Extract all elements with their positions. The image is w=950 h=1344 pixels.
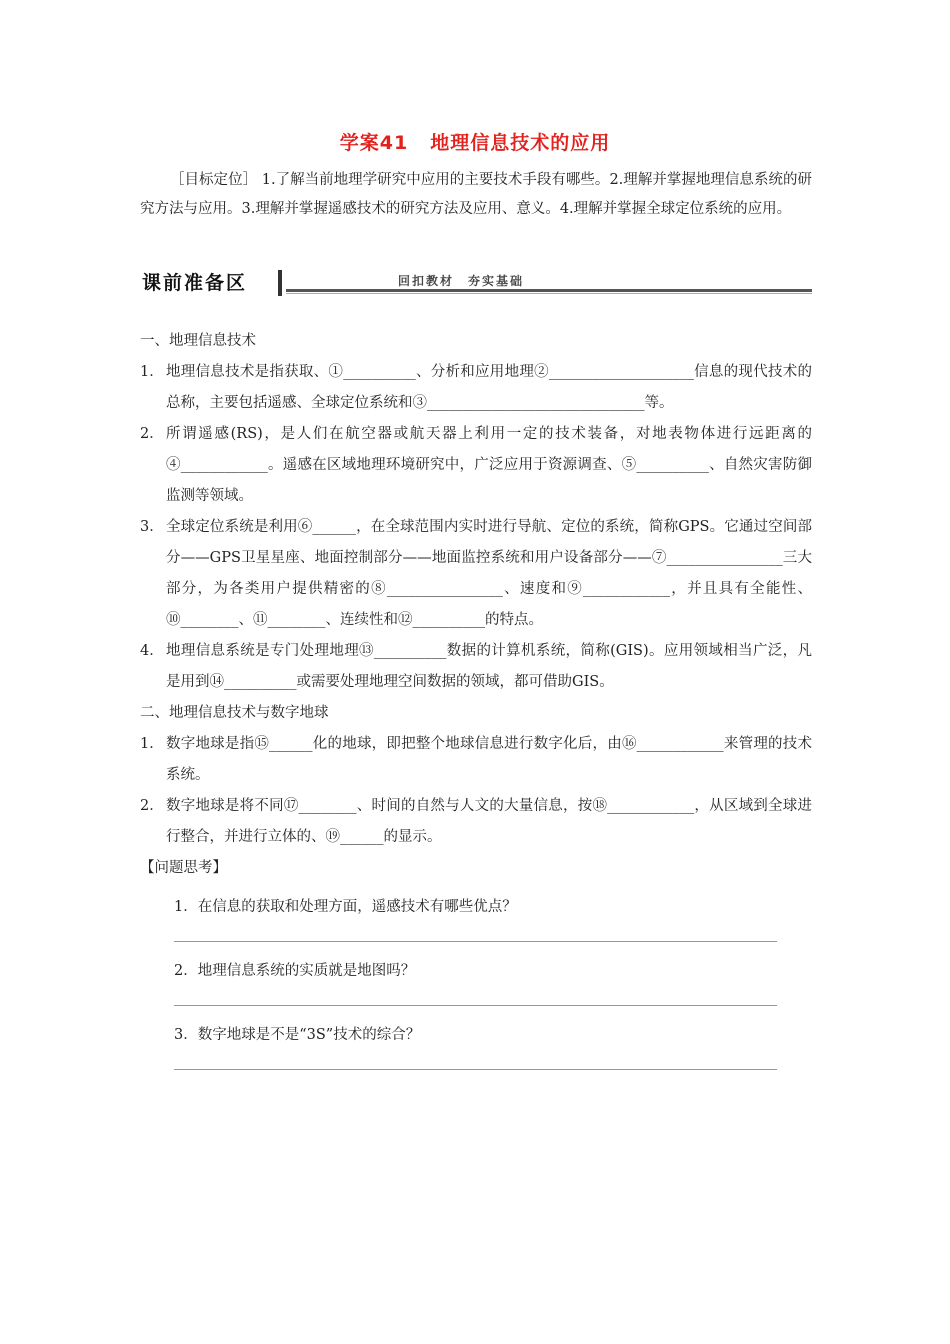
- fill-blank-item: [140, 357, 812, 419]
- item-number: 2．: [140, 426, 164, 442]
- fill-blank-item: [140, 729, 812, 791]
- banner-rule: [286, 289, 812, 292]
- item-text: 数字地球是指⑮______化的地球，即把整个地球信息进行数字化后，由⑯____________来管理的技术系统。: [166, 736, 812, 783]
- thinking-heading: 【问题思考】: [140, 860, 227, 876]
- banner-label: 课前准备区: [142, 272, 248, 294]
- title-topic: 地理信息技术的应用: [430, 132, 611, 154]
- thinking-question: 3．数字地球是不是“3S”技术的综合？: [174, 1027, 421, 1043]
- thinking-question: 1．在信息的获取和处理方面，遥感技术有哪些优点？: [174, 899, 517, 915]
- item-text: 全球定位系统是利用⑥______，在全球范围内实时进行导航、定位的系统，简称GPS。它通过空间部分——GPS卫星星座、地面控制部分——地面监控系统和用户设备部分——⑦________________三大部分，为各类用户提供精密的⑧________________、速度和⑨____________，并且具有全能性、⑩________、⑪________、连续性和⑫__________的特点。: [166, 519, 812, 628]
- item-text: 数字地球是将不同⑰________、时间的自然与人文的大量信息，按⑱____________，从区域到全球进行整合，并进行立体的、⑲______的显示。: [166, 798, 812, 845]
- item-number: 3．: [140, 519, 164, 535]
- fill-blank-item: [140, 419, 812, 512]
- fill-blank-item: [140, 791, 812, 853]
- section-heading-1: 一、地理信息技术: [140, 333, 256, 349]
- item-text: 所谓遥感(RS)，是人们在航空器或航天器上利用一定的技术装备，对地表物体进行远距离的④____________。遥感在区域地理环境研究中，广泛应用于资源调查、⑤__________、自然灾害防御监测等领域。: [166, 426, 812, 504]
- section-heading-2: 二、地理信息技术与数字地球: [140, 705, 329, 721]
- fill-blank-item: [140, 512, 812, 636]
- item-number: 1．: [140, 364, 164, 380]
- worksheet-content: [140, 326, 812, 1084]
- item-number: 4．: [140, 643, 164, 659]
- answer-line[interactable]: [174, 987, 777, 1006]
- thinking-question: 2．地理信息系统的实质就是地图吗？: [174, 963, 416, 979]
- item-text: 地理信息系统是专门处理地理⑬__________数据的计算机系统，简称(GIS)。应用领域相当广泛，凡是用到⑭__________或需要处理地理空间数据的领域，都可借助GIS。: [166, 643, 812, 690]
- banner-divider: [278, 270, 282, 296]
- banner-subtitle: 回扣教材 夯实基础: [398, 274, 525, 288]
- banner-rule-thin: [286, 293, 812, 294]
- answer-line[interactable]: [174, 1051, 777, 1070]
- section-banner: [140, 268, 812, 298]
- fill-blank-item: [140, 636, 812, 698]
- objective-paragraph: ［目标定位］ 1.了解当前地理学研究中应用的主要技术手段有哪些。2.理解并掌握地理信息系统的研究方法与应用。3.理解并掌握遥感技术的研究方法及应用、意义。4.理解并掌握全球定位系统的应用。: [140, 172, 812, 217]
- title-lesson-number: 学案41: [339, 132, 409, 154]
- answer-line[interactable]: [174, 923, 777, 942]
- item-number: 2．: [140, 798, 164, 814]
- item-text: 地理信息技术是指获取、①__________、分析和应用地理②____________________信息的现代技术的总称，主要包括遥感、全球定位系统和③______________________________等。: [166, 364, 812, 411]
- item-number: 1．: [140, 736, 164, 752]
- page-title: [0, 128, 950, 155]
